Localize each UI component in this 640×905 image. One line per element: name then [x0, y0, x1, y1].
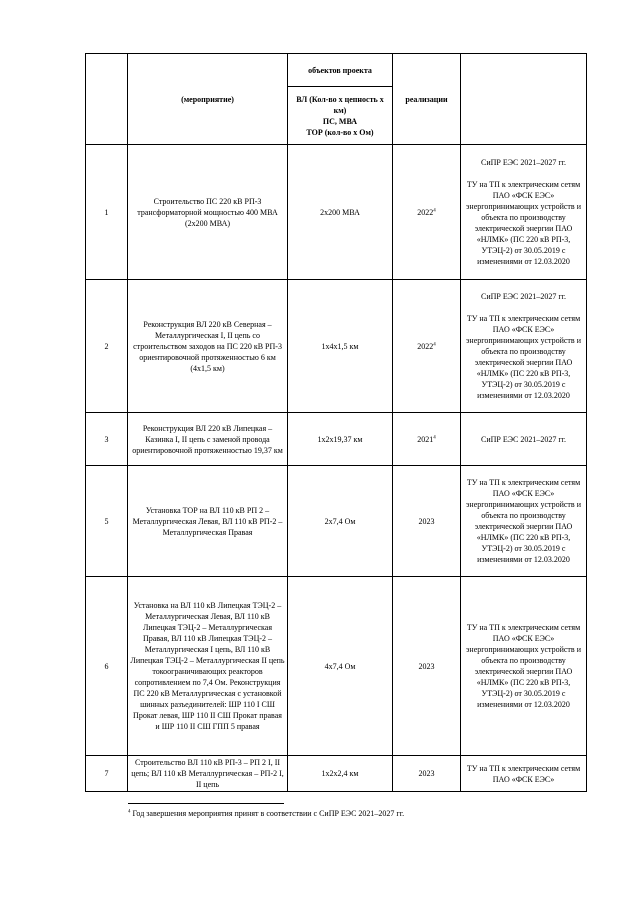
- row-year-cell: [393, 413, 461, 466]
- header-cell-units: ВЛ (Кол-во х цепность х км) ПС, МВА ТОР (кол-во х Ом): [288, 87, 393, 145]
- footnote: [128, 808, 588, 819]
- header-cell-number: [86, 54, 128, 145]
- row-event-cell: Реконструкция ВЛ 220 кВ Северная – Металлургическая I, II цепь со строительством заходов на ПС 220 кВ РП-3 ориентировочной протяженностью 6 км (4х1,5 км): [128, 280, 288, 413]
- footnote-divider: [128, 803, 284, 804]
- footnote-ref: 4: [433, 341, 436, 347]
- row-basis-cell: СиПР ЕЭС 2021–2027 гг. ТУ на ТП к электрическим сетям ПАО «ФСК ЕЭС» энергопринимающих устройств и объекта по производству электрической энергии ПАО «НЛМК» (ПС 220 кВ РП-3, УТЭЦ-2) от 30.05.2019 с изменениями от 12.03.2020: [461, 280, 587, 413]
- header-cell-basis: [461, 54, 587, 145]
- row-basis-cell: ТУ на ТП к электрическим сетям ПАО «ФСК ЕЭС»: [461, 756, 587, 792]
- row-year-value: 2021: [417, 434, 434, 444]
- row-basis-cell: СиПР ЕЭС 2021–2027 гг. ТУ на ТП к электрическим сетям ПАО «ФСК ЕЭС» энергопринимающих устройств и объекта по производству электрической энергии ПАО «НЛМК» (ПС 220 кВ РП-3, УТЭЦ-2) от 30.05.2019 с изменениями от 12.03.2020: [461, 145, 587, 280]
- table-row: [86, 413, 587, 466]
- footnote-ref: 4: [433, 207, 436, 213]
- table-body: [86, 145, 587, 792]
- row-param-cell: 1х4х1,5 км: [288, 280, 393, 413]
- row-event-cell: Строительство ПС 220 кВ РП-3 трансформаторной мощностью 400 МВА (2х200 МВА): [128, 145, 288, 280]
- row-year-cell: [393, 756, 461, 792]
- row-param-cell: 4х7,4 Ом: [288, 577, 393, 756]
- table-row: [86, 466, 587, 577]
- header-cell-year: реализации: [393, 54, 461, 145]
- row-event-cell: Реконструкция ВЛ 220 кВ Липецкая – Казинка I, II цепь с заменой провода ориентировочной протяженностью 19,37 км: [128, 413, 288, 466]
- row-year-cell: [393, 577, 461, 756]
- row-year-value: 2023: [418, 661, 435, 671]
- row-number-cell: 7: [86, 756, 128, 792]
- row-basis-cell: ТУ на ТП к электрическим сетям ПАО «ФСК ЕЭС» энергопринимающих устройств и объекта по производству электрической энергии ПАО «НЛМК» (ПС 220 кВ РП-3, УТЭЦ-2) от 30.05.2019 с изменениями от 12.03.2020: [461, 466, 587, 577]
- row-number-cell: 6: [86, 577, 128, 756]
- footnote-marker: 4: [128, 809, 131, 815]
- row-year-cell: [393, 466, 461, 577]
- footnote-text: Год завершения мероприятия принят в соответствии с СиПР ЕЭС 2021–2027 гг.: [130, 809, 405, 818]
- row-param-cell: 1х2х19,37 км: [288, 413, 393, 466]
- row-basis-cell: ТУ на ТП к электрическим сетям ПАО «ФСК ЕЭС» энергопринимающих устройств и объекта по производству электрической энергии ПАО «НЛМК» (ПС 220 кВ РП-3, УТЭЦ-2) от 30.05.2019 с изменениями от 12.03.2020: [461, 577, 587, 756]
- row-number-cell: 3: [86, 413, 128, 466]
- row-number-cell: 2: [86, 280, 128, 413]
- row-event-cell: Строительство ВЛ 110 кВ РП-3 – РП 2 I, II цепь; ВЛ 110 кВ Металлургическая – РП-2 I, II цепь: [128, 756, 288, 792]
- header-cell-objects: объектов проекта: [288, 54, 393, 87]
- row-event-cell: Установка ТОР на ВЛ 110 кВ РП 2 – Металлургическая Левая, ВЛ 110 кВ РП-2 – Металлургическая Правая: [128, 466, 288, 577]
- table-row: [86, 280, 587, 413]
- footnote-ref: 4: [433, 434, 436, 440]
- row-year-value: 2022: [417, 207, 434, 217]
- table-header-row: [86, 54, 587, 87]
- header-cell-event: (мероприятие): [128, 54, 288, 145]
- row-year-cell: [393, 145, 461, 280]
- row-number-cell: 5: [86, 466, 128, 577]
- row-param-cell: 1х2х2,4 км: [288, 756, 393, 792]
- row-basis-cell: СиПР ЕЭС 2021–2027 гг.: [461, 413, 587, 466]
- row-param-cell: 2х7,4 Ом: [288, 466, 393, 577]
- table-row: [86, 756, 587, 792]
- table-row: [86, 145, 587, 280]
- row-number-cell: 1: [86, 145, 128, 280]
- projects-table: [85, 53, 587, 792]
- row-event-cell: Установка на ВЛ 110 кВ Липецкая ТЭЦ-2 – Металлургическая Левая, ВЛ 110 кВ Липецкая ТЭЦ-2 – Металлургическая Правая, ВЛ 110 кВ Липецкая ТЭЦ-2 – Металлургическая I цепь, ВЛ 110 кВ Липецкая ТЭЦ-2 – Металлургическая II цепь токоограничивающих реакторов сопротивлением по 7,4 Ом. Реконструкция ПС 220 кВ Металлургическая с установкой шинных разъединителей: ШР 110 I СШ Прокат левая, ШР 110 II СШ Прокат правая и ШР 110 II СШ ГПП 5 правая: [128, 577, 288, 756]
- row-year-value: 2022: [417, 341, 434, 351]
- row-year-value: 2023: [418, 769, 435, 778]
- row-param-cell: 2х200 МВА: [288, 145, 393, 280]
- table-row: [86, 577, 587, 756]
- row-year-cell: [393, 280, 461, 413]
- row-year-value: 2023: [418, 516, 435, 526]
